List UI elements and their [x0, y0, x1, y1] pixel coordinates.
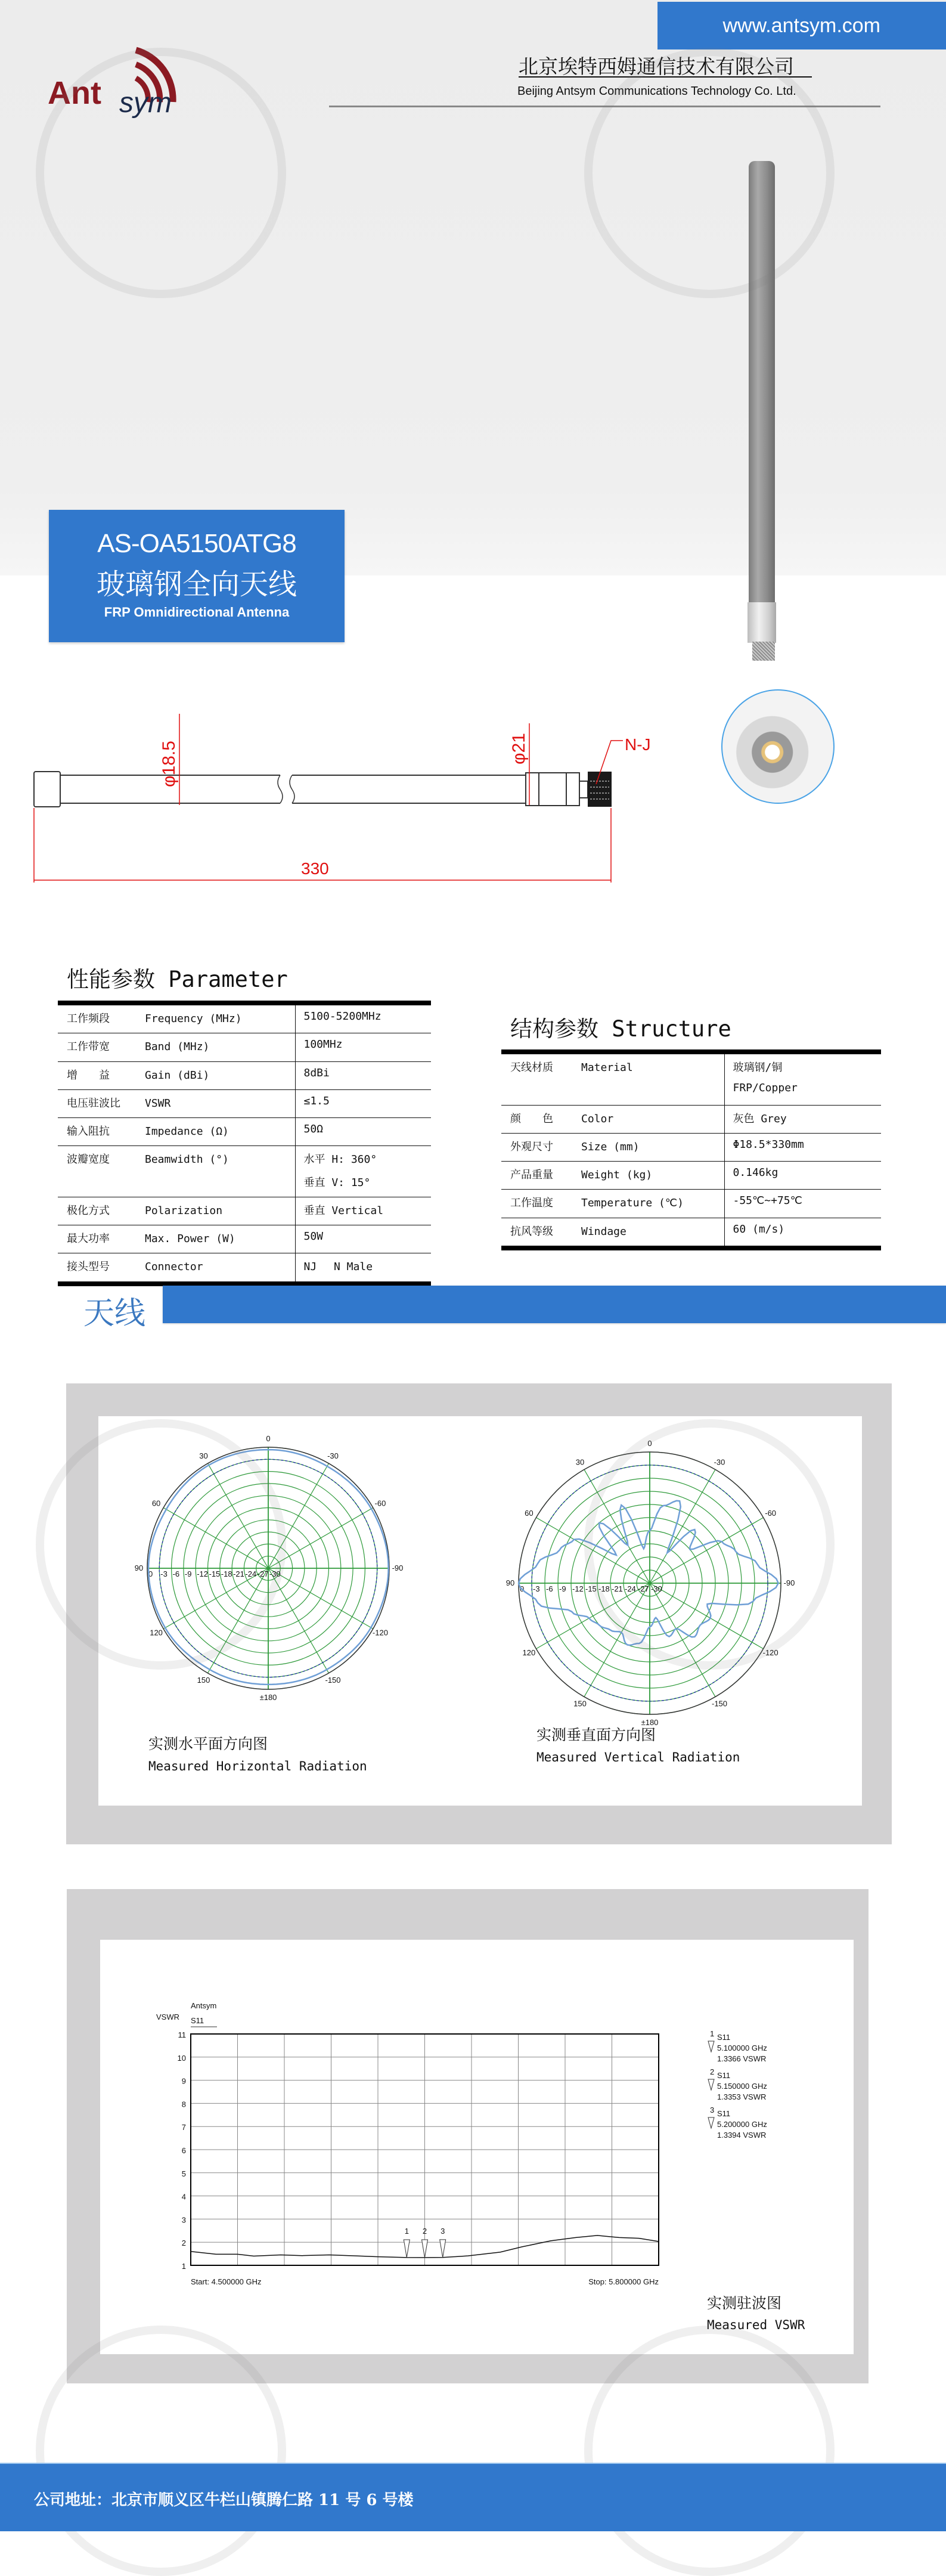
vswr-trace-label: S11	[191, 2016, 204, 2025]
product-name-cn: 玻璃钢全向天线	[96, 569, 297, 600]
spec-row	[58, 1253, 431, 1284]
vswr-ytick-label: 3	[181, 2215, 186, 2225]
polar-radial-label: -18	[598, 1584, 610, 1593]
vswr-y-axis-label: VSWR	[156, 2012, 179, 2021]
vswr-legend-trace: S11	[717, 2071, 731, 2080]
polar-angle-label: -120	[372, 1628, 388, 1637]
spec-value: 垂直 V: 15°	[303, 1176, 371, 1189]
dim-label-length: 330	[301, 859, 329, 878]
spec-label-cn: 工作温度	[510, 1197, 553, 1210]
polar-angle-label: 30	[575, 1457, 585, 1467]
spec-label-en: Connector	[145, 1261, 203, 1274]
vswr-ytick-label: 2	[181, 2238, 186, 2248]
product-title-box	[49, 510, 345, 642]
vswr-legend-number: 1	[710, 2029, 715, 2038]
spec-row	[58, 1197, 431, 1225]
polar-radial-label: -6	[546, 1584, 553, 1593]
polar-radial-label: -9	[559, 1584, 566, 1593]
logo-signal-icon	[46, 45, 196, 118]
spec-label-cn: 波瓣宽度	[67, 1153, 110, 1166]
vswr-start-label: Start: 4.500000 GHz	[191, 2277, 262, 2286]
vswr-marker-1	[404, 2240, 410, 2258]
company-name-cn: 北京埃特西姆通信技术有限公司	[519, 57, 812, 78]
vswr-ytick-label: 11	[178, 2030, 186, 2039]
antenna-photo-ferrule	[748, 602, 776, 643]
vswr-marker-number: 2	[422, 2226, 427, 2236]
polar-radial-label: -3	[533, 1584, 540, 1593]
vswr-legend-value: 1.3366 VSWR	[717, 2054, 767, 2063]
vswr-ytick-label: 7	[181, 2123, 186, 2132]
polar-angle-label: ±180	[259, 1693, 277, 1702]
vswr-legend-number: 3	[710, 2106, 715, 2114]
spec-row	[58, 1089, 431, 1117]
spec-label-en: Impedance (Ω)	[145, 1125, 229, 1138]
spec-row	[501, 1105, 881, 1133]
spec-row	[501, 1133, 881, 1161]
drawing-ferrule-1	[526, 773, 539, 806]
polar-radial-label: -3	[160, 1569, 168, 1578]
vswr-marker-number: 3	[441, 2226, 445, 2236]
logo-text-sym: sym	[119, 87, 172, 118]
drawing-cap	[34, 772, 60, 807]
radiation-pattern-trace	[519, 1501, 778, 1645]
vertical-caption-en: Measured Vertical Radiation	[536, 1750, 740, 1764]
polar-radial-label: 0	[148, 1569, 153, 1578]
vswr-caption-cn: 实测驻波图	[707, 2295, 782, 2312]
spec-label-en: VSWR	[145, 1097, 171, 1110]
parameter-title: 性能参数 Parameter	[67, 967, 288, 992]
horizontal-caption-cn: 实测水平面方向图	[148, 1736, 268, 1753]
spec-value: NJ N Male	[303, 1261, 373, 1274]
vswr-legend-value: 1.3353 VSWR	[717, 2092, 767, 2101]
spec-value: 水平 H: 360°	[303, 1153, 377, 1166]
spec-value: 灰色 Grey	[733, 1112, 787, 1125]
polar-radial-label: -12	[572, 1584, 584, 1593]
polar-radial-label: -12	[197, 1569, 208, 1578]
spec-label-en: Gain (dBi)	[145, 1069, 210, 1082]
polar-radial-label: -18	[221, 1569, 232, 1578]
spec-label-cn: 增 益	[67, 1069, 110, 1082]
vswr-marker-3	[440, 2240, 446, 2258]
spec-row	[501, 1190, 881, 1218]
spec-label-en: Frequency (MHz)	[145, 1013, 242, 1025]
spec-label-cn: 工作频段	[67, 1013, 110, 1025]
polar-radial-label: -15	[209, 1569, 221, 1578]
product-name-en: FRP Omnidirectional Antenna	[104, 605, 290, 620]
spec-label-cn: 天线材质	[510, 1061, 553, 1074]
vswr-caption-en: Measured VSWR	[707, 2318, 805, 2332]
spec-row	[58, 1118, 431, 1146]
vswr-legend-trace: S11	[717, 2033, 731, 2042]
antenna-photo-connector	[752, 642, 775, 661]
spec-value: FRP/Copper	[733, 1082, 798, 1095]
vswr-ytick-label: 8	[181, 2100, 186, 2109]
spec-value: 50W	[303, 1230, 324, 1243]
polar-radial-label: -21	[612, 1584, 623, 1593]
spec-label-cn: 抗风等级	[510, 1225, 553, 1238]
spec-value: Φ18.5*330mm	[733, 1138, 804, 1151]
horizontal-radiation-chart	[119, 1419, 417, 1717]
polar-angle-label: -60	[765, 1509, 777, 1518]
spec-row	[58, 1146, 431, 1197]
polar-radial-label: 0	[520, 1584, 525, 1593]
spec-label-en: Beamwidth (°)	[145, 1153, 229, 1166]
vswr-marker-2	[422, 2240, 428, 2258]
spec-label-en: Weight (kg)	[581, 1169, 653, 1181]
polar-angle-label: 60	[525, 1509, 534, 1518]
company-address: 公司地址：北京市顺义区牛栏山镇腾仁路 11 号 6 号楼	[34, 2491, 414, 2509]
polar-angle-label: 90	[134, 1563, 144, 1572]
polar-angle-label: -120	[762, 1648, 778, 1657]
spec-value: 100MHz	[303, 1038, 343, 1051]
spec-label-en: Color	[581, 1112, 614, 1125]
spec-value: 5100-5200MHz	[303, 1010, 381, 1023]
polar-angle-label: 150	[197, 1675, 210, 1685]
spec-row	[501, 1218, 881, 1248]
polar-radial-label: -30	[269, 1569, 281, 1578]
dim-label-base: φ21	[509, 733, 529, 764]
structure-title: 结构参数 Structure	[510, 1016, 731, 1042]
polar-angle-label: 60	[151, 1498, 161, 1508]
footer	[0, 2463, 946, 2531]
vswr-ytick-label: 1	[181, 2262, 186, 2271]
spec-label-cn: 极化方式	[67, 1204, 110, 1217]
polar-radial-label: -24	[625, 1584, 636, 1593]
polar-angle-label: 150	[573, 1699, 587, 1708]
vswr-legend-marker-icon	[708, 2079, 714, 2090]
polar-radial-label: -15	[585, 1584, 597, 1593]
spec-value: 0.146kg	[733, 1166, 778, 1179]
polar-angle-label: 120	[522, 1648, 536, 1657]
polar-angle-label: 120	[150, 1628, 163, 1637]
spec-label-cn: 外观尺寸	[510, 1140, 553, 1153]
spec-value: 8dBi	[303, 1066, 330, 1079]
spec-label-cn: 最大功率	[67, 1233, 110, 1245]
spec-label-en: Windage	[581, 1225, 626, 1238]
vswr-legend-marker-icon	[708, 2117, 714, 2128]
polar-angle-label: -150	[711, 1699, 728, 1708]
spec-label-en: Max. Power (W)	[145, 1233, 235, 1245]
vertical-caption-cn: 实测垂直面方向图	[536, 1727, 656, 1744]
spec-label-cn: 工作带宽	[67, 1041, 110, 1054]
spec-label-cn: 颜 色	[510, 1112, 553, 1125]
polar-angle-label: -60	[374, 1498, 386, 1508]
website-banner[interactable]	[657, 2, 946, 49]
spec-label-en: Band (MHz)	[145, 1041, 210, 1054]
spec-label-en: Polarization	[145, 1204, 223, 1217]
polar-radial-label: -21	[233, 1569, 244, 1578]
polar-radial-label: -9	[184, 1569, 192, 1578]
spec-label-cn: 产品重量	[510, 1169, 553, 1181]
spec-label-cn: 电压驻波比	[67, 1097, 120, 1110]
polar-angle-label: -90	[783, 1578, 795, 1587]
polar-radial-label: -27	[257, 1569, 269, 1578]
antenna-photo-rod	[749, 161, 775, 603]
header-divider	[329, 106, 880, 107]
spec-row	[58, 1033, 431, 1061]
vswr-legend-freq: 5.150000 GHz	[717, 2082, 767, 2091]
connector-closeup-photo	[721, 689, 835, 804]
vertical-radiation-chart	[489, 1422, 811, 1744]
horizontal-caption-en: Measured Horizontal Radiation	[148, 1759, 367, 1773]
vswr-stop-label: Stop: 5.800000 GHz	[588, 2277, 659, 2286]
vswr-ytick-label: 6	[181, 2146, 186, 2155]
spec-row	[58, 1003, 431, 1033]
dimension-drawing	[0, 686, 668, 894]
company-logo	[46, 45, 196, 118]
vswr-marker-number: 1	[404, 2226, 409, 2236]
spec-value: -55℃~+75℃	[733, 1194, 802, 1208]
drawing-body	[60, 775, 526, 803]
parameter-table	[58, 1001, 431, 1286]
spec-label-cn: 输入阻抗	[67, 1125, 110, 1138]
vswr-legend-trace: S11	[717, 2109, 731, 2118]
polar-radial-label: -30	[651, 1584, 662, 1593]
vswr-legend-freq: 5.100000 GHz	[717, 2044, 767, 2052]
vswr-ytick-label: 10	[177, 2053, 186, 2063]
polar-radial-label: -24	[245, 1569, 257, 1578]
vswr-brand-label: Antsym	[191, 2001, 217, 2010]
drawing-connector	[588, 772, 612, 807]
dim-label-body: φ18.5	[159, 741, 179, 787]
vswr-ytick-label: 4	[181, 2192, 186, 2202]
polar-radial-label: -6	[172, 1569, 180, 1578]
vswr-chart	[100, 1940, 854, 2298]
polar-angle-label: 90	[505, 1578, 515, 1587]
spec-label-en: Temperature (℃)	[581, 1197, 684, 1210]
vswr-ytick-label: 5	[181, 2169, 186, 2178]
polar-angle-label: 30	[199, 1451, 208, 1461]
product-model: AS-OA5150ATG8	[97, 529, 296, 558]
polar-angle-label: -150	[325, 1675, 341, 1685]
logo-text-ant: Ant	[48, 75, 101, 111]
polar-angle-label: ±180	[641, 1718, 659, 1727]
vswr-legend-freq: 5.200000 GHz	[717, 2120, 767, 2129]
spec-label-cn: 接头型号	[67, 1261, 110, 1274]
website-link[interactable]: www.antsym.com	[722, 14, 880, 37]
polar-angle-label: -30	[714, 1457, 725, 1467]
spec-label-en: Size (mm)	[581, 1140, 640, 1153]
polar-angle-label: -30	[327, 1451, 339, 1461]
spec-value: 50Ω	[303, 1123, 324, 1135]
polar-angle-label: -90	[392, 1563, 404, 1572]
spec-row	[58, 1061, 431, 1089]
spec-label-en: Material	[581, 1061, 633, 1074]
spec-value: 玻璃钢/铜	[733, 1061, 783, 1074]
dim-label-connector: N-J	[625, 735, 651, 754]
spec-value: 垂直 Vertical	[303, 1204, 384, 1217]
vswr-ytick-label: 9	[181, 2076, 186, 2086]
spec-value: ≤1.5	[303, 1094, 330, 1107]
structure-table	[501, 1049, 881, 1250]
spec-row	[501, 1162, 881, 1190]
vswr-legend-number: 2	[710, 2067, 715, 2076]
spec-row	[501, 1052, 881, 1105]
antenna-section-title: 天线	[83, 1296, 146, 1331]
spec-value: 60 (m/s)	[733, 1222, 785, 1236]
antenna-section-bar	[163, 1286, 946, 1323]
company-name-en: Beijing Antsym Communications Technology Co. Ltd.	[517, 85, 796, 98]
polar-angle-label: 0	[266, 1434, 271, 1443]
vswr-legend-value: 1.3394 VSWR	[717, 2131, 767, 2140]
polar-radial-label: -27	[638, 1584, 649, 1593]
polar-angle-label: 0	[647, 1439, 652, 1448]
vswr-legend-marker-icon	[708, 2041, 714, 2052]
spec-row	[58, 1225, 431, 1253]
